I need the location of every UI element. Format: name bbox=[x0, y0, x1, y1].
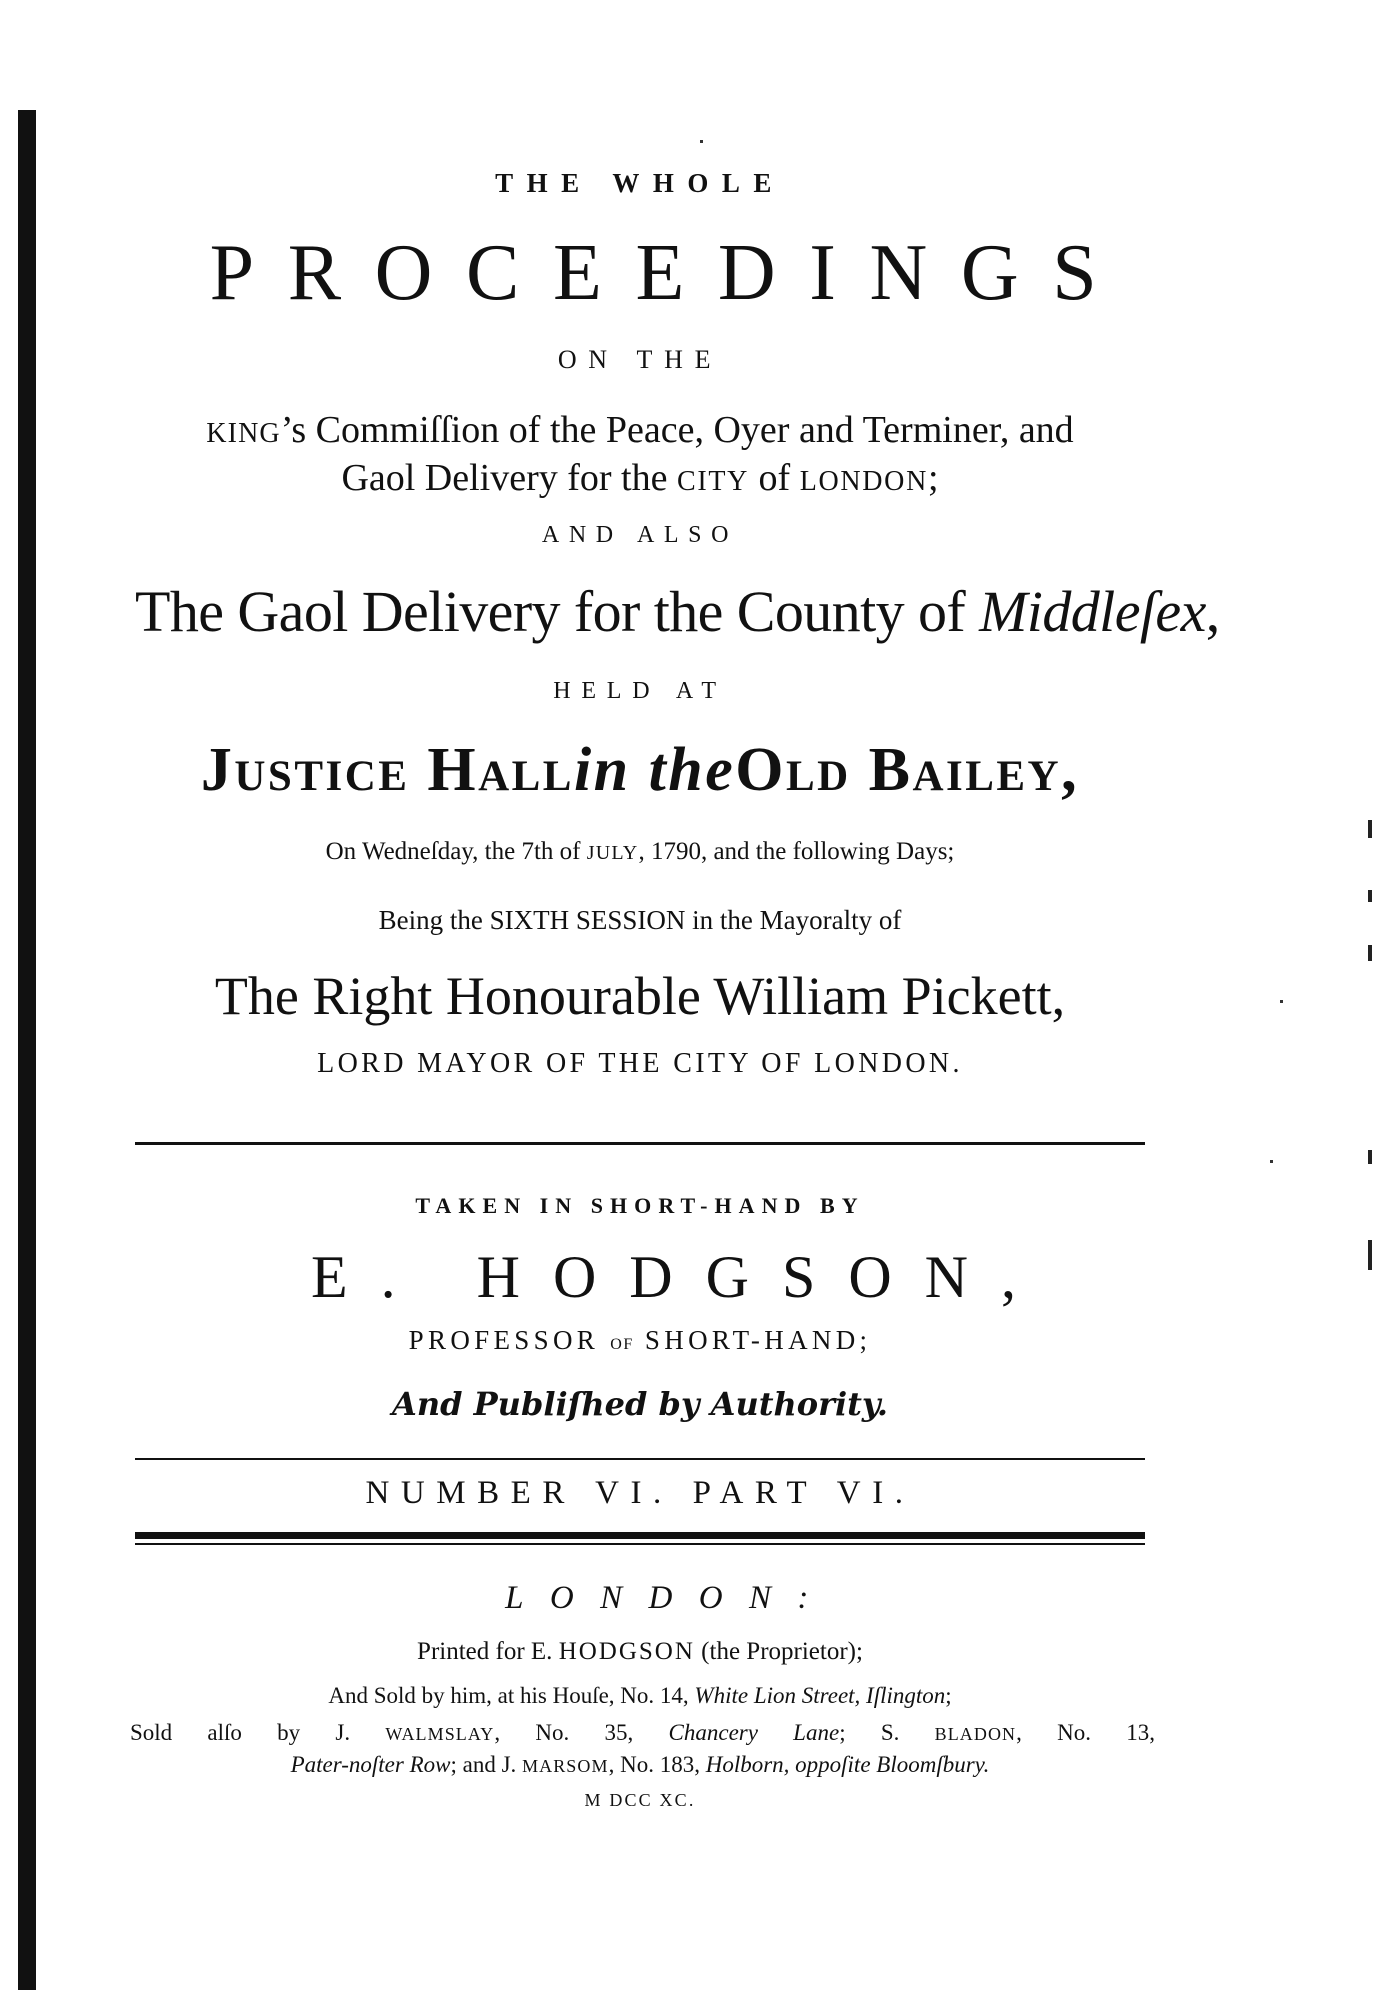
printed-text: Printed for E. bbox=[417, 1638, 559, 1665]
edge-mark bbox=[1368, 1240, 1372, 1270]
mayor-name: The Right Honourable William Pickett, bbox=[214, 966, 1066, 1026]
imprint-city: LONDON: bbox=[505, 1580, 835, 1616]
and-also: AND ALSO bbox=[541, 522, 739, 548]
professor-text: PROFESSOR bbox=[408, 1325, 600, 1355]
imprint-sold bbox=[135, 1683, 1145, 1709]
header-on-the: ON THE bbox=[557, 345, 723, 374]
ink-speck bbox=[1270, 1160, 1273, 1163]
comma: , bbox=[1061, 736, 1080, 804]
edge-mark bbox=[1368, 945, 1372, 961]
sold-text: And Sold by him, at his Houſe, No. 14, bbox=[328, 1683, 695, 1708]
divider-2 bbox=[135, 1458, 1145, 1460]
edge-mark bbox=[1368, 820, 1372, 838]
marsom: MARSOM bbox=[522, 1756, 609, 1776]
author-name: E. HODGSON, bbox=[311, 1244, 1049, 1310]
city-smallcaps: CITY bbox=[676, 466, 750, 497]
chancery-lane: Chancery Lane bbox=[668, 1720, 840, 1745]
semicolon: ; bbox=[927, 457, 939, 499]
professor-line bbox=[135, 1325, 1145, 1356]
header-the-whole: THE WHOLE bbox=[495, 168, 785, 198]
session-line: Being the SIXTH SESSION in the Mayoralty of bbox=[378, 905, 902, 935]
bladon: BLADON bbox=[934, 1724, 1017, 1744]
imprint-printed bbox=[135, 1638, 1145, 1666]
also-text-b: , No. 35, bbox=[494, 1720, 669, 1745]
pater-noster-row: Pater-noſter Row bbox=[290, 1752, 451, 1777]
in-the-italic: in the bbox=[573, 736, 736, 804]
date-line bbox=[135, 838, 1145, 866]
holborn: Holborn, oppoſite Bloomſbury. bbox=[705, 1752, 990, 1777]
held-at: HELD AT bbox=[553, 678, 727, 704]
gaol-text: Gaol Delivery for the bbox=[341, 457, 677, 499]
king-smallcaps: KING bbox=[206, 418, 281, 449]
divider-3b bbox=[135, 1543, 1145, 1545]
edge-mark bbox=[1368, 1150, 1372, 1164]
pater-text-c: , No. 183, bbox=[608, 1752, 706, 1777]
divider-3a bbox=[135, 1532, 1145, 1539]
county-text: The Gaol Delivery for the County of bbox=[135, 579, 980, 644]
july-smallcaps: JULY bbox=[586, 842, 639, 864]
old-bailey: Old Bailey bbox=[735, 736, 1062, 804]
also-text-a: Sold alſo by J. bbox=[130, 1720, 386, 1745]
sold-street: White Lion Street, Iſlington bbox=[694, 1683, 946, 1708]
ink-speck bbox=[1280, 1000, 1283, 1003]
number-part: NUMBER VI. PART VI. bbox=[365, 1475, 915, 1511]
proprietor-text: (the Proprietor); bbox=[694, 1638, 863, 1665]
also-text-c: ; S. bbox=[839, 1720, 935, 1745]
date-text-a: On Wedneſday, the 7th of bbox=[325, 838, 587, 865]
published-by-authority: And Publiſhed by Authority. bbox=[392, 1385, 888, 1423]
imprint-sold-also bbox=[130, 1720, 1155, 1746]
binding-edge bbox=[18, 110, 36, 1990]
gaol-delivery-county bbox=[135, 578, 1220, 645]
middlesex-italic: Middleſex bbox=[979, 579, 1206, 644]
date-text-b: , 1790, and the following Days; bbox=[638, 838, 955, 865]
hodgson-name: HODGSON bbox=[558, 1638, 695, 1665]
justice-hall-line bbox=[135, 735, 1145, 806]
walmslay: WALMSLAY bbox=[385, 1724, 495, 1744]
ink-speck bbox=[700, 140, 703, 143]
of-text: of bbox=[749, 457, 800, 499]
imprint-pater-noster bbox=[135, 1752, 1145, 1778]
of-smallcaps: OF bbox=[610, 1336, 634, 1353]
comma: , bbox=[1205, 579, 1220, 644]
justice-hall: Justice Hall bbox=[200, 736, 574, 804]
sold-end: ; bbox=[945, 1683, 952, 1708]
edge-mark bbox=[1368, 890, 1372, 902]
mayor-title: LORD MAYOR OF THE CITY OF LONDON. bbox=[317, 1048, 963, 1079]
commission-text: ’s Commiſſion of the Peace, Oyer and Terminer, and bbox=[280, 409, 1074, 451]
commission-line-2 bbox=[135, 456, 1145, 500]
divider-1 bbox=[135, 1142, 1145, 1145]
header-proceedings: PROCEEDINGS bbox=[209, 229, 1131, 317]
pater-text-b: ; and J. bbox=[450, 1752, 523, 1777]
also-text-d: , No. 13, bbox=[1016, 1720, 1155, 1745]
shorthand-text: SHORT-HAND; bbox=[644, 1325, 872, 1355]
taken-in-shorthand: TAKEN IN SHORT-HAND BY bbox=[415, 1193, 865, 1218]
london-smallcaps: LONDON bbox=[799, 466, 928, 497]
commission-line-1 bbox=[135, 408, 1145, 452]
imprint-year: M DCC XC. bbox=[584, 1790, 696, 1810]
